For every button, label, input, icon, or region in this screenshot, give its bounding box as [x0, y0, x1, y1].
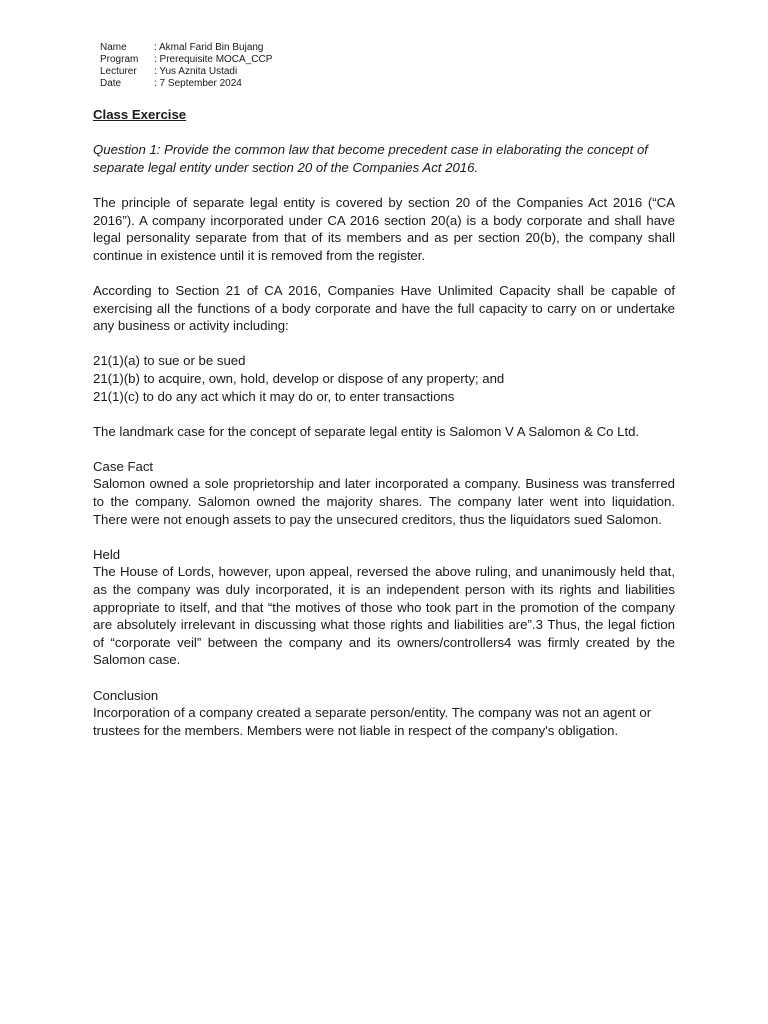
list-item: 21(1)(b) to acquire, own, hold, develop or dispose of any property; and	[93, 370, 505, 386]
paragraph-section-20: The principle of separate legal entity is covered by section 20 of the Companies Act 2016 (“CA 2016”). A company incorporated under CA 2016 section 20(a) is a body corporate and shall have legal personality separate from that of its members and as per section 20(b), the company shall continue in existence until it is removed from the register.	[93, 194, 675, 263]
info-value: : Prerequisite MOCA_CCP	[154, 54, 273, 65]
paragraph-section-21: According to Section 21 of CA 2016, Companies Have Unlimited Capacity shall be capable of exercising all the functions of a body corporate and have the full capacity to carry on or undertake any business or activity including:	[93, 282, 675, 334]
info-label: Program	[100, 54, 139, 65]
list-item: 21(1)(a) to sue or be sued	[93, 353, 246, 369]
question-text: Question 1: Provide the common law that become precedent case in elaborating the concept of separate legal entity under section 20 of the Companies Act 2016.	[93, 142, 648, 175]
conclusion-text: Incorporation of a company created a separate person/entity. The company was not an agent or trustees for the members. Members were not liable in respect of the company's obligation.	[93, 705, 652, 738]
info-value: : 7 September 2024	[154, 78, 242, 89]
info-value: : Yus Aznita Ustadi	[154, 66, 238, 77]
info-row-name	[100, 42, 272, 54]
info-row-program	[100, 54, 272, 66]
document-body	[93, 106, 675, 739]
student-info-table	[100, 42, 272, 90]
held-heading: Held	[93, 546, 121, 562]
list-item: 21(1)(c) to do any act which it may do or, to enter transactions	[93, 388, 455, 404]
info-row-lecturer	[100, 66, 272, 78]
document-title: Class Exercise	[93, 107, 187, 122]
case-fact-text: Salomon owned a sole proprietorship and later incorporated a company. Business was transferred to the company. Salomon owned the majority shares. The company later went into liquidation. There were not enough assets to pay the unsecured creditors, thus the liquidators sued Salomon.	[93, 476, 675, 527]
landmark-case-text: The landmark case for the concept of separate legal entity is Salomon V A Salomon & Co Ltd.	[93, 423, 640, 439]
held-text: The House of Lords, however, upon appeal, reversed the above ruling, and unanimously held that, as the company was duly incorporated, it is an independent person with its rights and liabilities appropriate to itself, and that “the motives of those who took part in the promotion of the company are absolutely irrelevant in discussing what those rights and liabilities are”.3 Thus, the legal fiction of “corporate veil” between the company and its owners/controllers4 was firmly created by the Salomon case.	[93, 564, 675, 668]
info-value: : Akmal Farid Bin Bujang	[154, 42, 264, 53]
case-fact-heading: Case Fact	[93, 458, 154, 474]
conclusion-heading: Conclusion	[93, 687, 159, 703]
info-label: Date	[100, 78, 122, 89]
info-row-date	[100, 78, 272, 90]
info-label: Lecturer	[100, 66, 137, 77]
info-label: Name	[100, 42, 127, 53]
